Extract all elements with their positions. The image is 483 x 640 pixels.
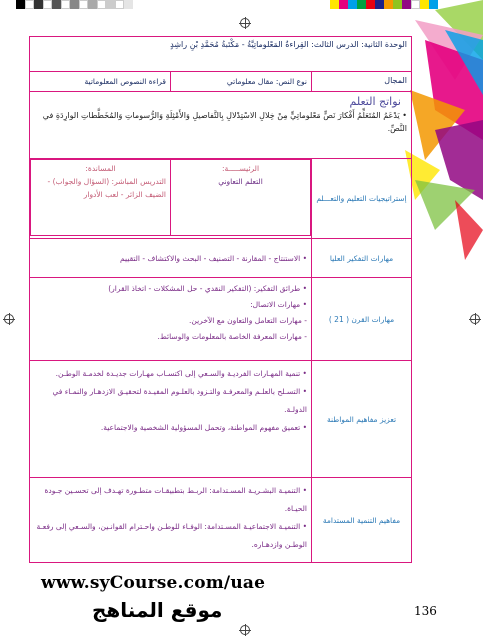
lesson-title-row bbox=[30, 37, 412, 72]
citizenship-line: • تنمية المهـارات الفرديـة والسـعي إلى اكتسـاب مهـارات جديـدة لخدمـة الوطـن. bbox=[55, 369, 307, 378]
higher-thinking-label: مهارات التفكير العليا bbox=[312, 239, 412, 278]
citizenship-row bbox=[30, 361, 412, 478]
page-number: 136 bbox=[414, 604, 437, 618]
century-skill-line: • طرائق التفكير: (التفكير النقدي - حل المشكلات - اتخاذ القرار) bbox=[108, 284, 307, 293]
registration-mark bbox=[470, 314, 480, 324]
support-strategy-title: المساندة: bbox=[85, 164, 116, 173]
info-row bbox=[30, 72, 412, 92]
main-strategy-value: التعلم التعاوني bbox=[218, 177, 263, 186]
higher-thinking-text: • الاستنتاج - المقارنة - التصنيف - البحث والاكتشاف - التقييم bbox=[30, 239, 312, 278]
lesson-plan-table bbox=[29, 36, 412, 563]
section-name: قراءة النصوص المعلوماتية bbox=[84, 77, 166, 86]
main-strategy-title: الرئيســـــة: bbox=[221, 164, 260, 173]
outcomes-text: • يَدْعَمُ المُتَعَلِّمُ أَفْكارَ نَصٍّ مَعْلوماتِيٍّ مِنْ خِلالِ الاسْتِدْلالِ بِالتَّفاصيلِ وَالأَمْثِلَةِ وَالرُّسوماتِ وَالمُخَطَّطاتِ الوارِدَةِ في النَّصِّ. bbox=[42, 111, 407, 133]
citizenship-label: تعزيز مفاهيم المواطنة bbox=[312, 361, 412, 478]
sustainability-line: • التنميـة البشـريـة المسـتدامة: الربـط بتطبيقـات متطـورة تهـدف إلى تحسـين جـودة الحيـاة. bbox=[44, 486, 307, 513]
registration-mark bbox=[240, 18, 250, 28]
strategies-label: إستراتيجيات التعليم والتعـــلم bbox=[312, 159, 412, 239]
lesson-plan-sheet bbox=[29, 36, 411, 563]
outcomes-title: نواتج التعلم bbox=[349, 95, 401, 108]
field-label: المجال bbox=[312, 72, 412, 92]
citizenship-line: • تعميق مفهوم المواطنة، وتحمل المسؤولية الشخصية والاجتماعية. bbox=[100, 423, 307, 432]
century-skills-row bbox=[30, 278, 412, 361]
century-skill-line: - مهارات التعامل والتعاون مع الآخرين. bbox=[189, 316, 307, 325]
century-skills-label: مهارات القرن ( 21 ) bbox=[312, 278, 412, 361]
citizenship-line: • التسـلح بالعلـم والمعرفـة والتـزود بالعلـوم المفيـدة لتحقيـق الازدهـار والنمـاء في الدولـة. bbox=[52, 387, 307, 414]
sustainability-row bbox=[30, 478, 412, 563]
higher-thinking-row bbox=[30, 239, 412, 278]
registration-mark bbox=[240, 625, 250, 635]
text-type: نوع النص: مقال معلوماتي bbox=[171, 72, 312, 91]
lesson-title: الوحدة الثانية: الدرس الثالث: القِراءةُ المَعْلوماتِيَّةُ - مَكْتَبةُ مُحَمَّدِ بْنِ راشِدٍ bbox=[30, 37, 412, 72]
print-color-swatches bbox=[16, 0, 133, 9]
strategies-row bbox=[30, 159, 412, 239]
registration-mark bbox=[4, 314, 14, 324]
century-skill-line: • مهارات الاتصال: bbox=[250, 300, 307, 309]
sustainability-line: • التنميـة الاجتماعيـة المسـتدامة: الوفـاء للوطـن واحـترام القوانـين، والسـعي إلى رفعـة الوطـن وازدهـاره. bbox=[36, 522, 307, 549]
footer-site-name: موقع المناهج bbox=[92, 598, 223, 622]
century-skill-line: - مهارات المعرفة الخاصة بالمعلومات والوسائط. bbox=[157, 332, 307, 341]
outcomes-row bbox=[30, 92, 412, 159]
footer-url[interactable]: www.syCourse.com/uae bbox=[41, 573, 266, 593]
sustainability-label: مفاهيم التنمية المستدامة bbox=[312, 478, 412, 563]
support-strategy-value: التدريس المباشر: (السؤال والجواب) - الضيف الزائر - لعب الأدوار bbox=[47, 177, 166, 199]
